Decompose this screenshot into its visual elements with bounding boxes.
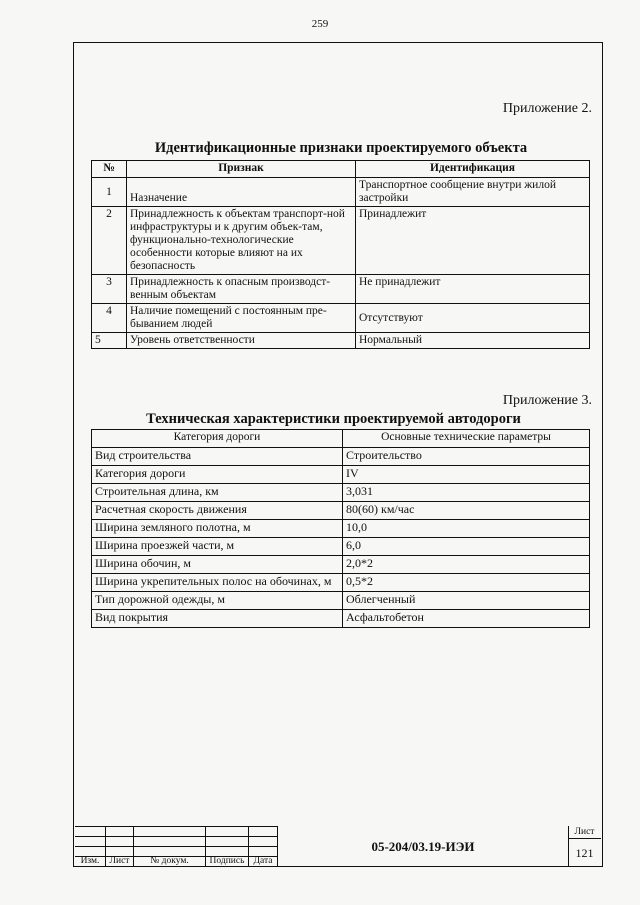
header-number: № — [92, 161, 127, 178]
stamp-label-doc-number: № докум. — [150, 856, 189, 866]
row-parameter: Тип дорожной одежды, м — [92, 592, 343, 610]
table-header-row — [92, 430, 590, 448]
row-number: 1 — [92, 178, 127, 207]
row-value: 3,031 — [343, 484, 590, 502]
table-row — [92, 538, 590, 556]
row-value: Облегченный — [343, 592, 590, 610]
appendix-2-title: Идентификационные признаки проектируемого объекта — [154, 140, 528, 156]
appendix-2-label: Приложение 2. — [502, 101, 592, 116]
header-feature: Признак — [127, 161, 356, 178]
row-feature: Принадлежность к объектам транспорт-ной инфраструктуры и к другим объек-там, функционально-технологические особенности которые влияют на их безопасность — [127, 207, 356, 275]
appendix-3-title: Техническая характеристики проектируемой автодороги — [146, 411, 521, 427]
stamp-label-change: Изм. — [80, 856, 100, 866]
table-row — [92, 610, 590, 628]
stamp-label-signature: Подпись — [209, 856, 245, 866]
identification-table — [91, 160, 590, 349]
table-row — [92, 592, 590, 610]
sheet-label: Лист — [574, 827, 595, 837]
row-feature: Назначение — [127, 178, 356, 207]
row-value: IV — [343, 466, 590, 484]
row-value: Строительство — [343, 448, 590, 466]
row-value: Асфальтобетон — [343, 610, 590, 628]
appendix-3-label: Приложение 3. — [502, 393, 592, 408]
title-block-stamp — [75, 826, 601, 867]
row-value: Отсутствуют — [356, 304, 590, 333]
stamp-label-sheet: Лист — [109, 856, 130, 866]
row-parameter: Ширина укрепительных полос на обочинах, м — [92, 574, 343, 592]
row-feature: Уровень ответственности — [127, 333, 356, 349]
row-number: 3 — [92, 275, 127, 304]
table-row — [92, 466, 590, 484]
table-row — [92, 207, 590, 275]
row-number: 2 — [92, 207, 127, 275]
technical-characteristics-table — [91, 429, 590, 628]
row-value: 0,5*2 — [343, 574, 590, 592]
table-row — [92, 178, 590, 207]
row-parameter: Категория дороги — [92, 466, 343, 484]
table-row — [92, 556, 590, 574]
header-identification: Идентификация — [356, 161, 590, 178]
row-parameter: Ширина обочин, м — [92, 556, 343, 574]
row-parameter: Расчетная скорость движения — [92, 502, 343, 520]
document-code: 05-204/03.19-ИЭИ — [371, 838, 475, 854]
row-value: Принадлежит — [356, 207, 590, 275]
table-row — [92, 448, 590, 466]
row-value: 10,0 — [343, 520, 590, 538]
row-parameter: Вид покрытия — [92, 610, 343, 628]
row-value: 80(60) км/час — [343, 502, 590, 520]
stamp-label-date: Дата — [253, 856, 273, 866]
header-road-category: Категория дороги — [92, 430, 343, 448]
table-row — [92, 520, 590, 538]
page-number: 259 — [311, 18, 329, 30]
row-parameter: Вид строительства — [92, 448, 343, 466]
table-header-row — [92, 161, 590, 178]
header-technical-parameters: Основные технические параметры — [343, 430, 590, 448]
row-value: 6,0 — [343, 538, 590, 556]
row-feature: Принадлежность к опасным производст-венным объектам — [127, 275, 356, 304]
row-value: Нормальный — [356, 333, 590, 349]
row-number: 5 — [92, 333, 127, 349]
table-row — [92, 502, 590, 520]
table-row — [92, 304, 590, 333]
sheet-number: 121 — [575, 846, 594, 860]
row-value: 2,0*2 — [343, 556, 590, 574]
table-row — [92, 574, 590, 592]
row-parameter: Ширина земляного полотна, м — [92, 520, 343, 538]
table-row — [92, 333, 590, 349]
row-number: 4 — [92, 304, 127, 333]
stamp-grid — [75, 826, 278, 867]
row-value: Не принадлежит — [356, 275, 590, 304]
row-feature: Наличие помещений с постоянным пре-быванием людей — [127, 304, 356, 333]
table-row — [92, 484, 590, 502]
row-parameter: Строительная длина, км — [92, 484, 343, 502]
table-row — [92, 275, 590, 304]
row-value: Транспортное сообщение внутри жилой застройки — [356, 178, 590, 207]
row-parameter: Ширина проезжей части, м — [92, 538, 343, 556]
